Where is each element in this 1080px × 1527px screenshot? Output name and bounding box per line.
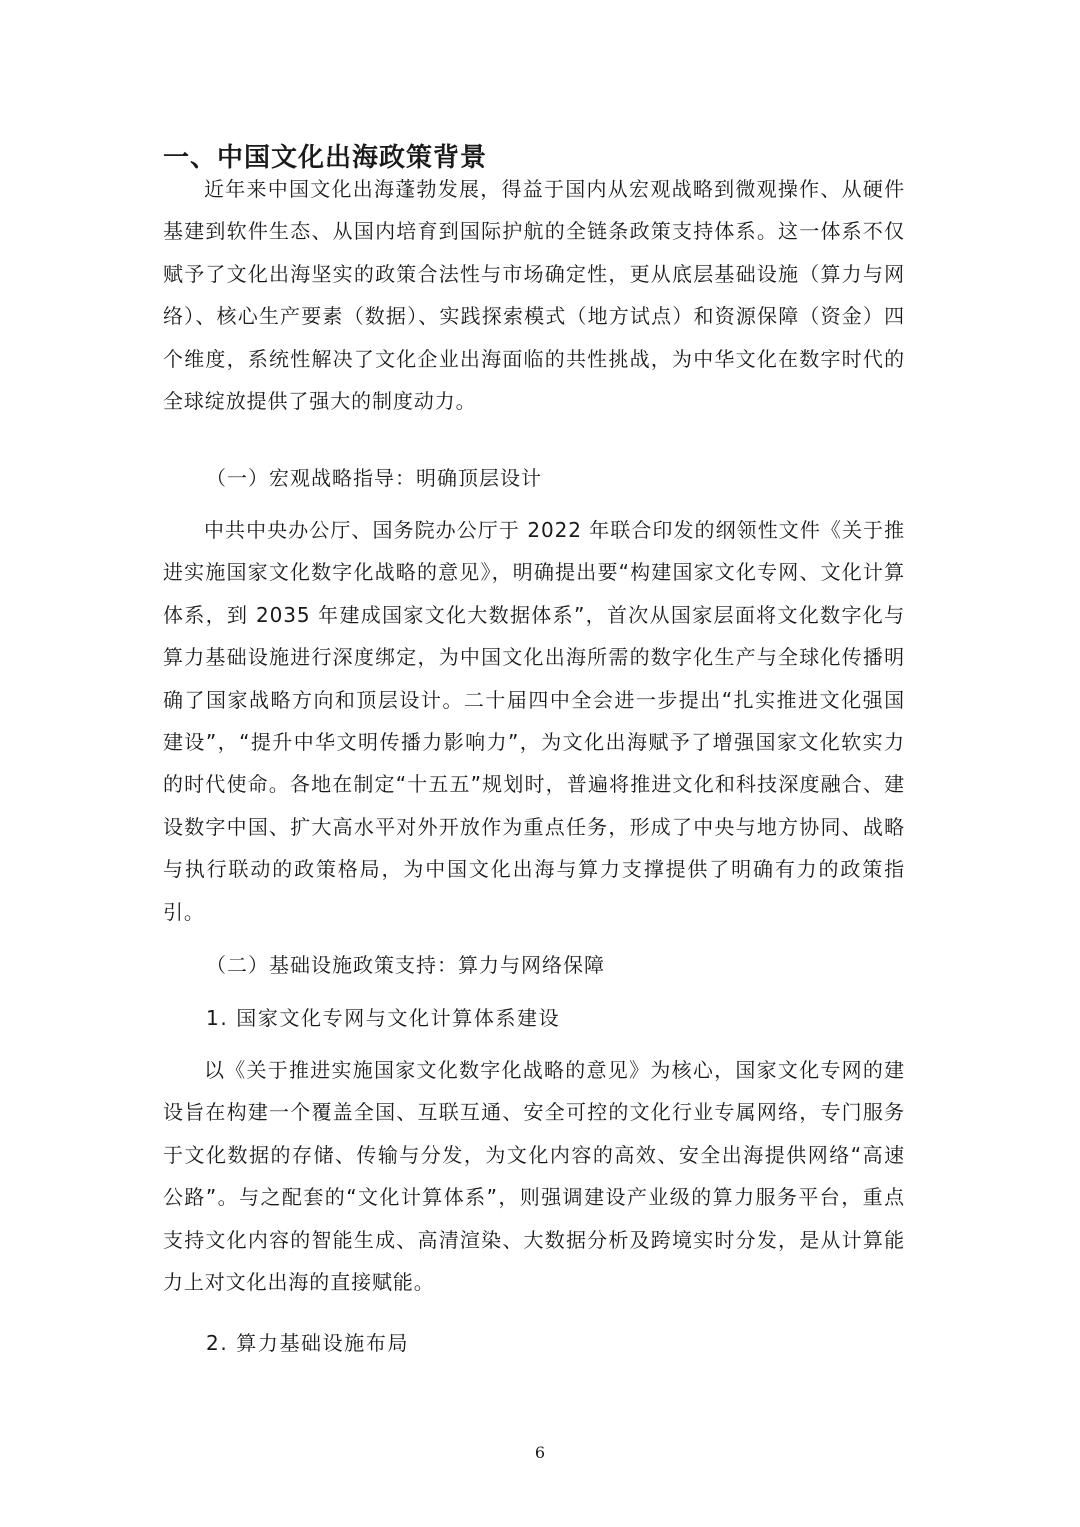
item-1-heading: 1. 国家文化专网与文化计算体系建设 [206, 1006, 561, 1030]
page-number: 6 [534, 1443, 546, 1462]
subsection-1-paragraph: 中共中央办公厅、国务院办公厅于 2022 年联合印发的纲领性文件《关于推进实施国家文化数字化战略的意见》，明确提出要“构建国家文化专网、文化计算体系，到 2035 年建成国家文化大数据体系”，首次从国家层面将文化数字化与算力基础设施进行深度绑定，为中国文化出海所需的数字化生产与全球化传播明确了国家战略方向和顶层设计。二十届四中全会进一步提出“扎实推进文化强国建设”，“提升中华文明传播力影响力”，为文化出海赋予了增强国家文化软实力的时代使命。各地在制定“十五五”规划时，普遍将推进文化和科技深度融合、建设数字中国、扩大高水平对外开放作为重点任务，形成了中央与地方协同、战略与执行联动的政策格局，为中国文化出海与算力支撑提供了明确有力的政策指引。 [163, 518, 905, 924]
item-1-paragraph: 以《关于推进实施国家文化数字化战略的意见》为核心，国家文化专网的建设旨在构建一个覆盖全国、互联互通、安全可控的文化行业专属网络，专门服务于文化数据的存储、传输与分发，为文化内容的高效、安全出海提供网络“高速公路”。与之配套的“文化计算体系”，则强调建设产业级的算力服务平台，重点支持文化内容的智能生成、高清渲染、大数据分析及跨境实时分发，是从计算能力上对文化出海的直接赋能。 [163, 1058, 905, 1295]
intro-paragraph: 近年来中国文化出海蓬勃发展，得益于国内从宏观战略到微观操作、从硬件基建到软件生态、从国内培育到国际护航的全链条政策支持体系。这一体系不仅赋予了文化出海坚实的政策合法性与市场确定性，更从底层基础设施（算力与网络）、核心生产要素（数据）、实践探索模式（地方试点）和资源保障（资金）四个维度，系统性解决了文化企业出海面临的共性挑战，为中华文化在数字时代的全球绽放提供了强大的制度动力。 [163, 177, 905, 414]
item-2-heading: 2. 算力基础设施布局 [206, 1331, 410, 1355]
subsection-1-heading: （一）宏观战略指导：明确顶层设计 [206, 466, 542, 490]
subsection-2-heading: （二）基础设施政策支持：算力与网络保障 [206, 953, 605, 977]
section-heading: 一、中国文化出海政策背景 [163, 143, 488, 173]
